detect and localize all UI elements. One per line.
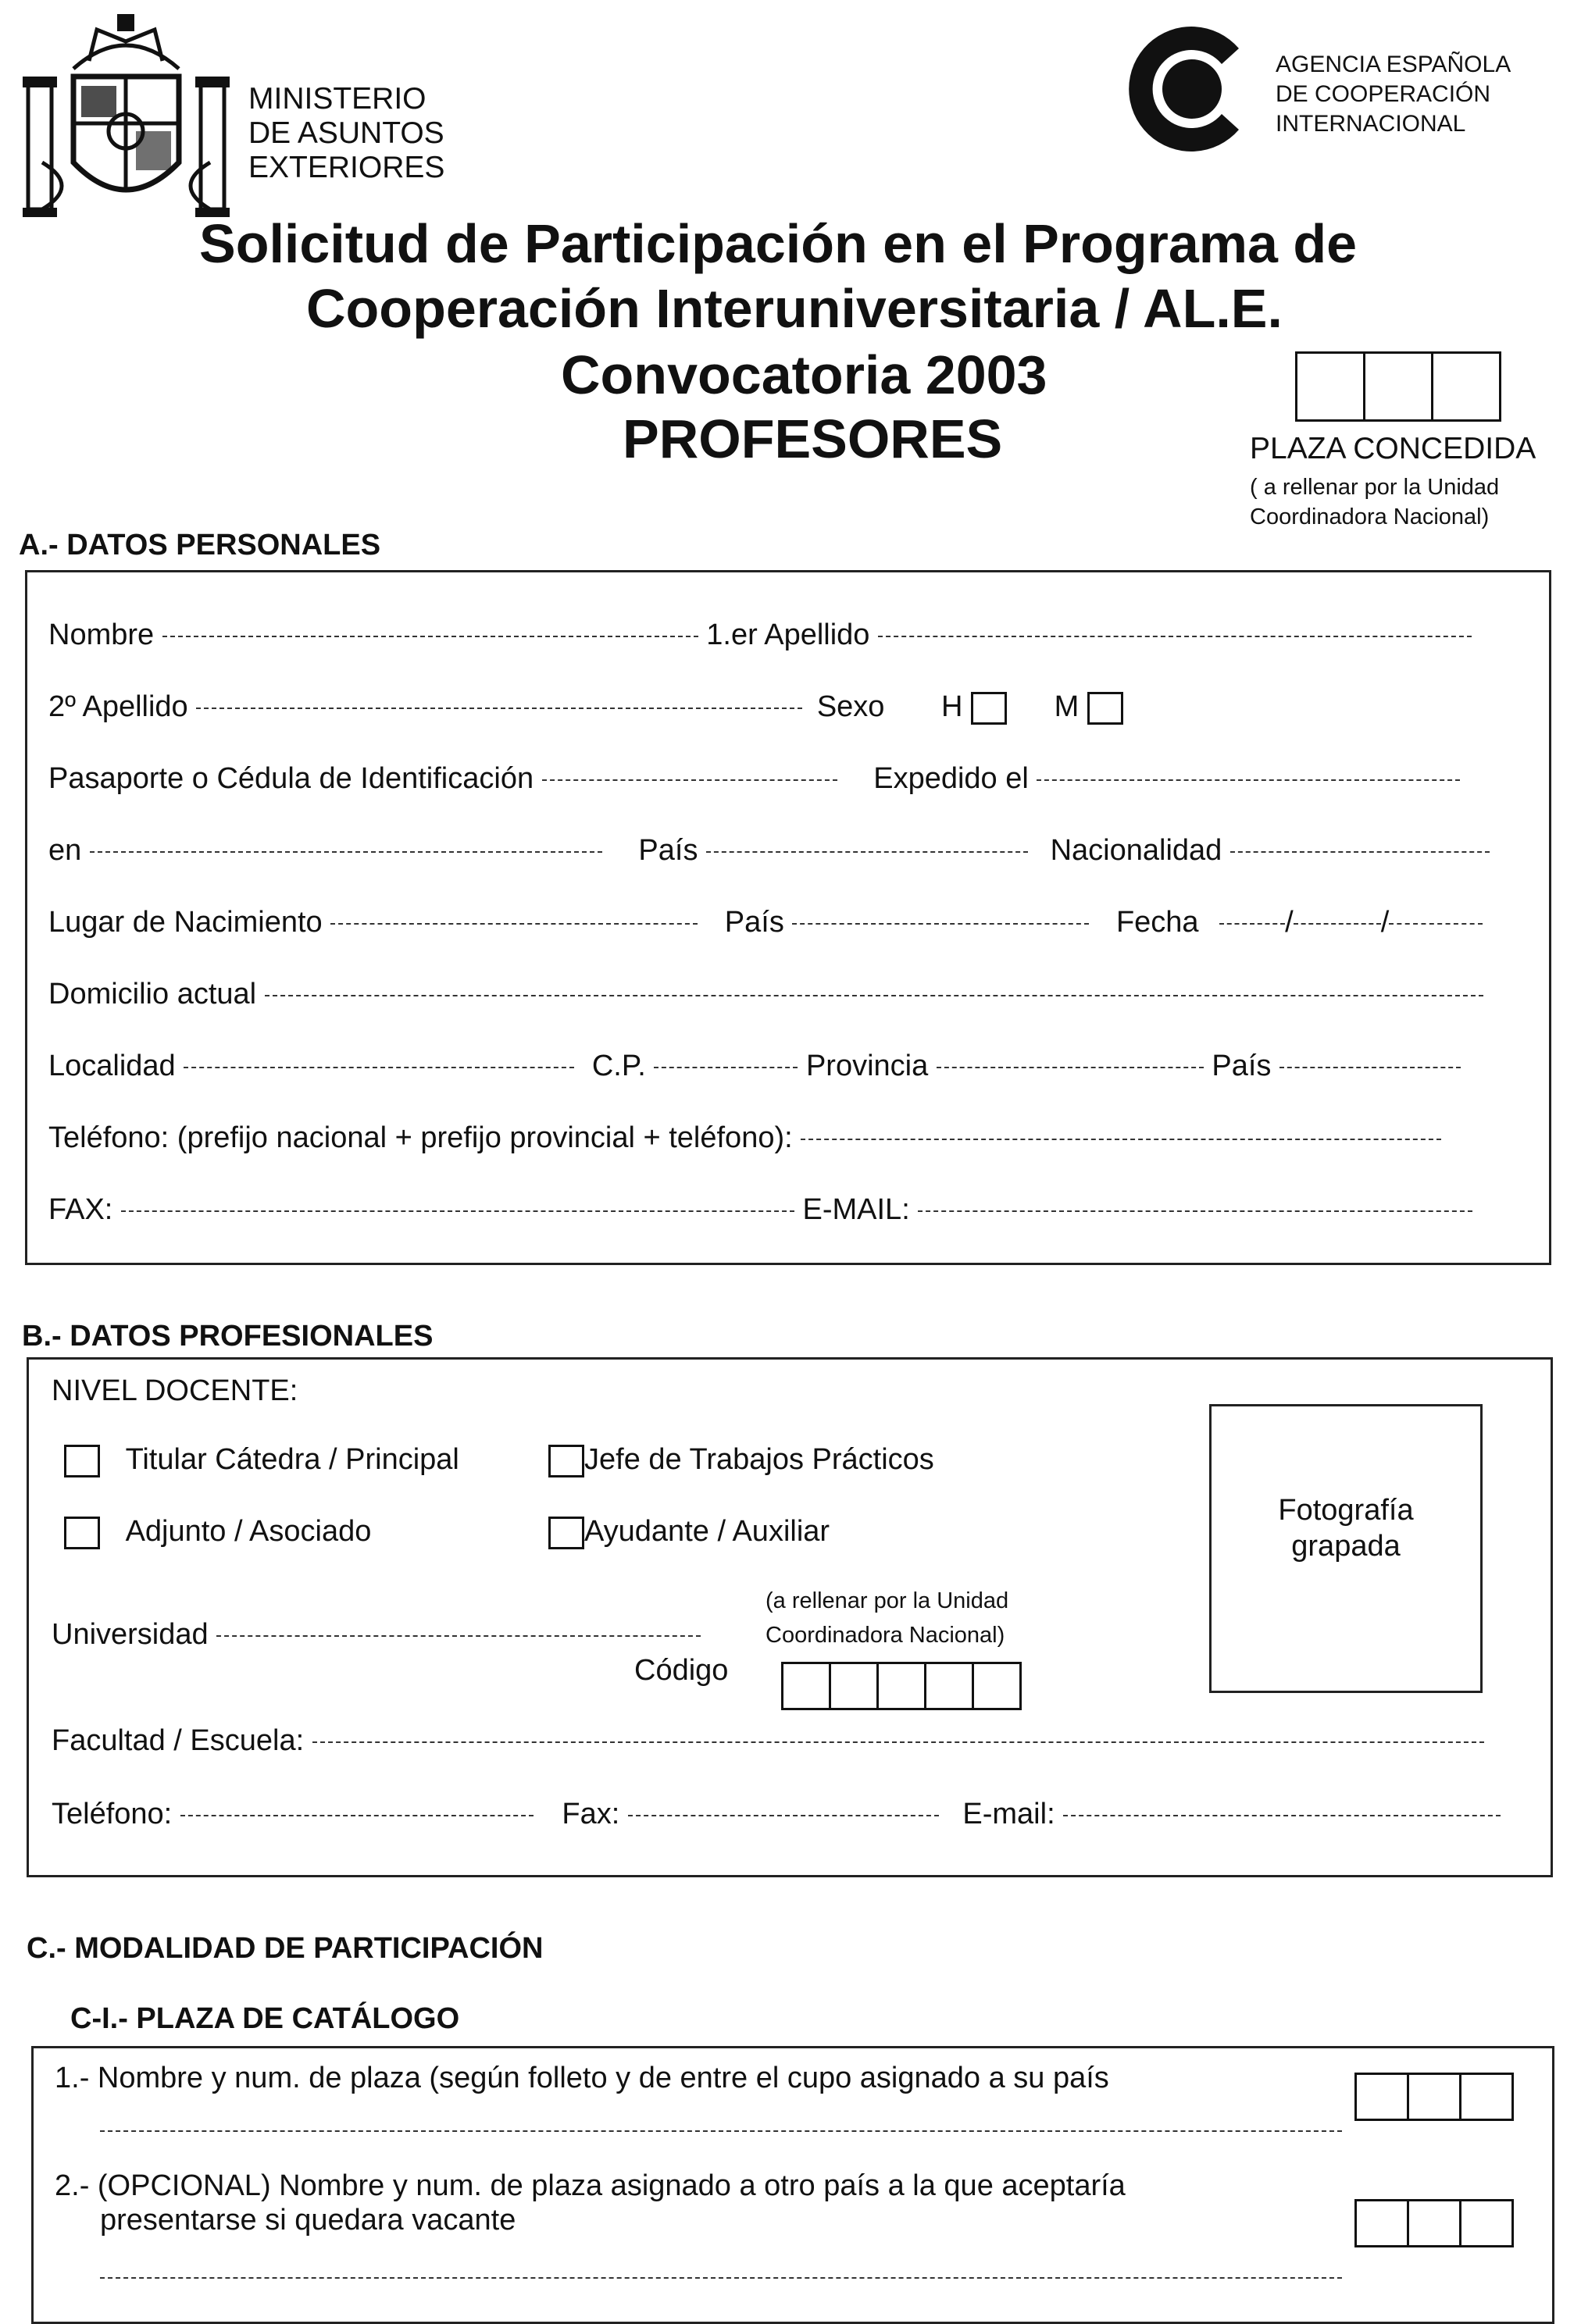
section-a-title: A.- DATOS PERSONALES xyxy=(19,529,381,561)
agency-line: INTERNACIONAL xyxy=(1276,111,1466,137)
field-pais[interactable] xyxy=(706,851,1028,853)
field-fax-b[interactable] xyxy=(628,1815,939,1816)
plaza-concedida-note xyxy=(1250,472,1499,532)
label-lugar-nacimiento: Lugar de Nacimiento xyxy=(48,906,323,939)
field-pais-nacimiento[interactable] xyxy=(792,923,1089,925)
label-email: E-MAIL: xyxy=(802,1193,910,1226)
option-titular[interactable] xyxy=(64,1443,459,1477)
row-universidad xyxy=(52,1618,701,1652)
field-fecha-mes[interactable] xyxy=(1294,923,1381,925)
field-apellido1[interactable] xyxy=(878,636,1472,637)
label-cp: C.P. xyxy=(591,1050,646,1082)
agency-logo xyxy=(1122,19,1262,159)
plaza-note-line: ( a rellenar por la Unidad xyxy=(1250,475,1500,500)
form-title-line-3: Convocatoria 2003 xyxy=(561,344,1047,405)
field-nombre[interactable] xyxy=(162,636,698,637)
agency-name xyxy=(1276,50,1511,139)
item-1-text: 1.- Nombre y num. de plaza (según folleto y de entre el cupo asignado a su país xyxy=(55,2062,1109,2094)
section-b-title: B.- DATOS PROFESIONALES xyxy=(22,1320,434,1353)
codigo-note xyxy=(766,1584,1008,1652)
plaza-concedida-label: PLAZA CONCEDIDA xyxy=(1250,432,1536,465)
label-jefe: Jefe de Trabajos Prácticos xyxy=(584,1443,934,1476)
field-email[interactable] xyxy=(918,1210,1472,1212)
label-telefono-b: Teléfono: xyxy=(52,1798,173,1830)
label-universidad: Universidad xyxy=(52,1618,209,1651)
field-universidad[interactable] xyxy=(216,1635,701,1637)
label-expedido: Expedido el xyxy=(873,762,1029,795)
ministry-line: DE ASUNTOS xyxy=(248,116,444,150)
photo-label-line: Fotografía xyxy=(1278,1494,1414,1527)
label-apellido2: 2º Apellido xyxy=(48,690,188,723)
label-nivel-docente: NIVEL DOCENTE: xyxy=(52,1374,298,1407)
item-2-boxes[interactable] xyxy=(1354,2199,1514,2247)
row-facultad xyxy=(52,1724,1484,1758)
label-nombre: Nombre xyxy=(48,618,155,651)
label-apellido1: 1.er Apellido xyxy=(706,618,870,651)
option-jefe[interactable] xyxy=(548,1443,934,1477)
row-domicilio xyxy=(48,978,1483,1011)
label-fax: FAX: xyxy=(48,1193,113,1226)
photo-label-line: grapada xyxy=(1291,1530,1401,1563)
codigo-note-line: (a rellenar por la Unidad xyxy=(766,1588,1009,1613)
label-pais-domicilio: País xyxy=(1212,1050,1272,1082)
row-apellido2 xyxy=(48,690,1123,725)
field-fecha-anio[interactable] xyxy=(1389,923,1483,925)
label-codigo: Código xyxy=(634,1654,729,1687)
field-provincia[interactable] xyxy=(937,1067,1204,1068)
agency-line: AGENCIA ESPAÑOLA xyxy=(1276,52,1511,77)
field-localidad[interactable] xyxy=(184,1067,574,1068)
section-c1-title: C-I.- PLAZA DE CATÁLOGO xyxy=(70,2002,460,2035)
label-sexo-m: M xyxy=(1054,690,1080,723)
field-cp[interactable] xyxy=(654,1067,798,1068)
codigo-note-line: Coordinadora Nacional) xyxy=(766,1623,1005,1648)
plaza-concedida-boxes[interactable] xyxy=(1295,351,1501,422)
option-ayudante[interactable] xyxy=(548,1515,830,1549)
field-en[interactable] xyxy=(90,851,602,853)
item-1-field[interactable] xyxy=(100,2130,1342,2132)
checkbox-titular[interactable] xyxy=(64,1445,100,1477)
label-sexo-h: H xyxy=(941,690,963,723)
section-c-title: C.- MODALIDAD DE PARTICIPACIÓN xyxy=(27,1932,544,1965)
label-domicilio: Domicilio actual xyxy=(48,978,257,1011)
label-sexo: Sexo xyxy=(816,690,885,723)
row-nombre xyxy=(48,618,1472,652)
field-pasaporte[interactable] xyxy=(542,779,837,781)
codigo-boxes[interactable] xyxy=(781,1662,1022,1710)
label-ayudante: Ayudante / Auxiliar xyxy=(584,1515,830,1548)
label-facultad: Facultad / Escuela: xyxy=(52,1724,305,1757)
row-lugar-nacimiento: Lugar de Nacimiento País Fecha / / xyxy=(48,906,1483,939)
field-facultad[interactable] xyxy=(312,1741,1484,1743)
form-title-line-2: Cooperación Interuniversitaria / AL.E. xyxy=(306,278,1283,339)
label-nacionalidad: Nacionalidad xyxy=(1050,834,1222,867)
field-email-b[interactable] xyxy=(1063,1815,1501,1816)
checkbox-adjunto[interactable] xyxy=(64,1517,100,1549)
form-title-line-1: Solicitud de Participación en el Programa de xyxy=(199,213,1358,274)
label-pais: País xyxy=(638,834,698,867)
coat-of-arms-logo xyxy=(19,14,234,223)
label-localidad: Localidad xyxy=(48,1050,176,1082)
field-apellido2[interactable] xyxy=(196,708,802,709)
field-nacionalidad[interactable] xyxy=(1230,851,1490,853)
field-telefono-b[interactable] xyxy=(180,1815,534,1816)
field-pais-domicilio[interactable] xyxy=(1279,1067,1461,1068)
row-en-pais-nacionalidad xyxy=(48,834,1490,868)
row-telefono-b xyxy=(52,1798,1501,1831)
checkbox-sexo-h[interactable] xyxy=(971,692,1007,725)
checkbox-ayudante[interactable] xyxy=(548,1517,584,1549)
item-1-boxes[interactable] xyxy=(1354,2073,1514,2121)
label-telefono: Teléfono: (prefijo nacional + prefijo provincial + teléfono): xyxy=(48,1121,793,1154)
photo-box xyxy=(1209,1404,1483,1693)
checkbox-jefe[interactable] xyxy=(548,1445,584,1477)
row-fax-email xyxy=(48,1193,1472,1227)
item-2-text-line-1: 2.- (OPCIONAL) Nombre y num. de plaza asignado a otro país a la que aceptaría xyxy=(55,2169,1126,2202)
agency-line: DE COOPERACIÓN xyxy=(1276,81,1491,107)
ministry-name xyxy=(248,82,444,185)
form-title-line-4: PROFESORES xyxy=(623,408,1003,469)
checkbox-sexo-m[interactable] xyxy=(1087,692,1123,725)
label-fecha: Fecha xyxy=(1115,906,1199,939)
label-adjunto: Adjunto / Asociado xyxy=(125,1515,372,1548)
label-fax-b: Fax: xyxy=(562,1798,620,1830)
item-2-field[interactable] xyxy=(100,2277,1342,2279)
row-pasaporte xyxy=(48,762,1460,796)
item-2-text-line-2: presentarse si quedara vacante xyxy=(100,2204,516,2237)
ministry-line: EXTERIORES xyxy=(248,151,445,184)
ministry-line: MINISTERIO xyxy=(248,82,426,116)
label-en: en xyxy=(48,834,82,867)
option-adjunto[interactable] xyxy=(64,1515,371,1549)
field-expedido[interactable] xyxy=(1037,779,1460,781)
row-telefono xyxy=(48,1121,1441,1155)
label-pais-nacimiento: País xyxy=(724,906,784,939)
field-lugar-nacimiento[interactable] xyxy=(330,923,698,925)
row-localidad xyxy=(48,1050,1461,1083)
field-domicilio[interactable] xyxy=(265,995,1483,996)
label-email-b: E-mail: xyxy=(962,1798,1055,1830)
field-fecha-dia[interactable] xyxy=(1219,923,1285,925)
label-pasaporte: Pasaporte o Cédula de Identificación xyxy=(48,762,534,795)
field-telefono[interactable] xyxy=(801,1139,1441,1140)
plaza-note-line: Coordinadora Nacional) xyxy=(1250,504,1490,529)
field-fax[interactable] xyxy=(121,1210,794,1212)
label-provincia: Provincia xyxy=(805,1050,929,1082)
label-titular: Titular Cátedra / Principal xyxy=(125,1443,459,1476)
